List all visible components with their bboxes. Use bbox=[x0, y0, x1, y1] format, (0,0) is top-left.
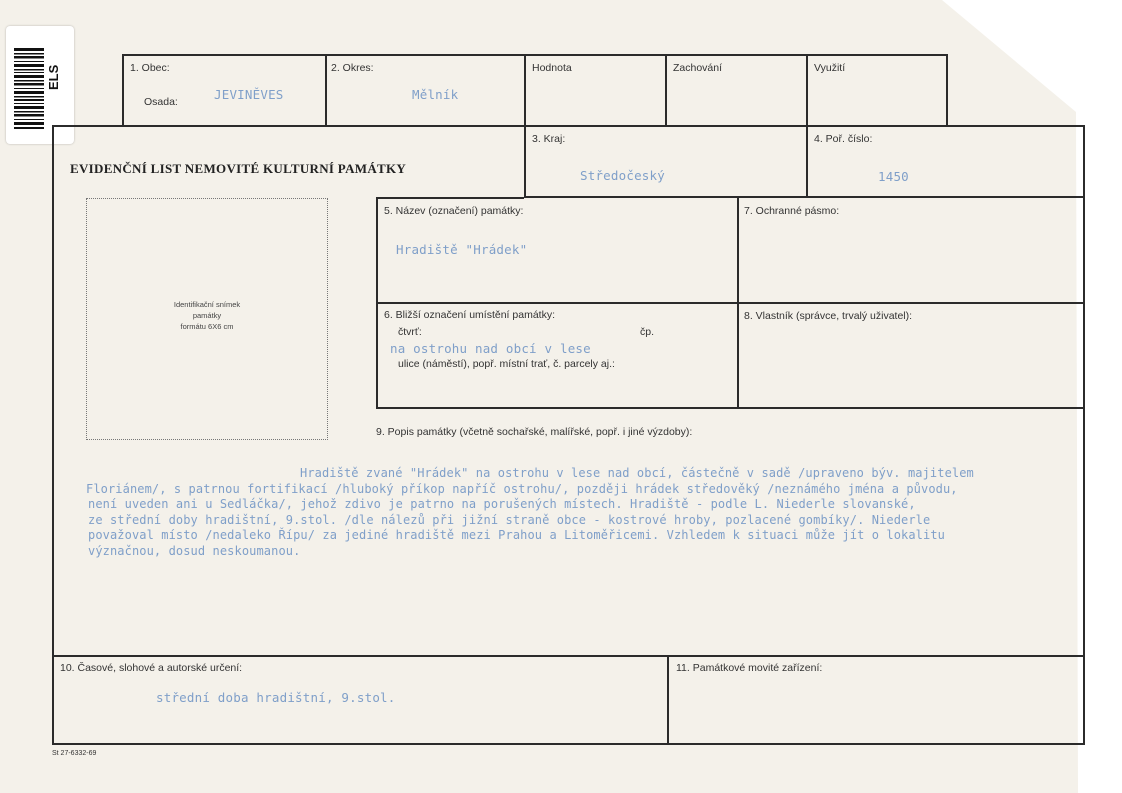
popis-line: význačnou, dosud neskoumanou. bbox=[88, 543, 301, 558]
zarizeni-label: 11. Památkové movité zařízení: bbox=[676, 662, 823, 674]
osada-label: Osada: bbox=[144, 96, 178, 108]
vyuziti-label: Využití bbox=[814, 62, 846, 74]
divider bbox=[665, 54, 667, 126]
obec-label: 1. Obec: bbox=[130, 62, 170, 74]
main-bottom-line bbox=[52, 743, 1085, 745]
urceni-label: 10. Časové, slohové a autorské určení: bbox=[60, 662, 243, 674]
header-left-line bbox=[122, 54, 124, 126]
main-top-line bbox=[52, 125, 1085, 127]
main-left-line bbox=[52, 125, 54, 744]
divider bbox=[524, 196, 1085, 198]
popis-line: ze střední doby hradištní, 9.stol. /dle nálezů při jižní straně obce - kostrové hroby, pozlacené gombíky/. Niederle bbox=[88, 512, 931, 527]
popis-line: Hradiště zvané "Hrádek" na ostrohu v lese nad obcí, částečně v sadě /upraveno býv. majitelem bbox=[300, 466, 974, 480]
umisteni-label: 6. Bližší označení umístění památky: bbox=[384, 309, 555, 321]
divider bbox=[376, 302, 1085, 304]
vlastnik-label: 8. Vlastník (správce, trvalý uživatel): bbox=[744, 310, 913, 322]
hodnota-label: Hodnota bbox=[532, 62, 572, 74]
okres-label: 2. Okres: bbox=[331, 62, 374, 74]
kraj-label: 3. Kraj: bbox=[532, 133, 566, 145]
urceni-value: střední doba hradištní, 9.stol. bbox=[156, 690, 396, 705]
umisteni-value: na ostrohu nad obcí v lese bbox=[390, 341, 591, 356]
ctvrt-label: čtvrť: bbox=[398, 326, 422, 338]
por-cislo-label: 4. Poř. číslo: bbox=[814, 133, 873, 145]
nazev-label: 5. Název (označení) památky: bbox=[384, 205, 524, 217]
popis-line: považoval místo /nedaleko Řípu/ za jediné hradiště mezi Prahou a Litoměřicemi. Vzhledem k situaci může jít o lokalitu bbox=[88, 528, 945, 542]
ulice-label: ulice (náměstí), popř. místní trať, č. parcely aj.: bbox=[398, 358, 615, 370]
photo-caption-line: Identifikační snímek bbox=[173, 300, 241, 309]
divider bbox=[376, 197, 524, 199]
osada-value: JEVINĚVES bbox=[214, 87, 284, 102]
popis-text bbox=[88, 466, 1048, 559]
photo-placeholder bbox=[86, 198, 328, 440]
divider bbox=[946, 54, 948, 126]
ochranne-pasmo-label: 7. Ochranné pásmo: bbox=[744, 205, 840, 217]
divider bbox=[52, 655, 1085, 657]
popis-line: není uveden ani u Sedláčka/, jehož zdivo je patrno na porušených místech. Hradiště - podle L. Niederle slovanské, bbox=[88, 497, 916, 511]
photo-caption-line: památky bbox=[192, 311, 222, 320]
kraj-value: Středočeský bbox=[580, 168, 665, 183]
divider bbox=[376, 407, 1085, 409]
por-cislo-value: 1450 bbox=[878, 169, 909, 184]
page-title: EVIDENČNÍ LIST NEMOVITÉ KULTURNÍ PAMÁTKY bbox=[70, 161, 407, 176]
form-code: St 27-6332-69 bbox=[52, 750, 97, 757]
nazev-value: Hradiště "Hrádek" bbox=[396, 242, 528, 257]
photo-caption-line: formátu 6X6 cm bbox=[180, 322, 234, 331]
photo-caption bbox=[87, 299, 327, 332]
barcode-icon bbox=[14, 48, 44, 130]
popis-label: 9. Popis památky (včetně sochařské, malířské, popř. i jiné výzdoby): bbox=[376, 426, 693, 438]
divider bbox=[667, 655, 669, 744]
main-right-line bbox=[1083, 125, 1085, 744]
okres-value: Mělník bbox=[412, 87, 459, 102]
divider bbox=[325, 54, 327, 126]
popis-line: Floriánem/, s patrnou fortifikací /hluboký příkop napříč ostrohu/, později hrádek středověký /neznámého jména a původu, bbox=[86, 481, 958, 496]
header-top-line bbox=[122, 54, 948, 56]
tag-label: ELS bbox=[46, 64, 61, 90]
zachovani-label: Zachování bbox=[673, 62, 723, 74]
cp-label: čp. bbox=[640, 326, 655, 338]
